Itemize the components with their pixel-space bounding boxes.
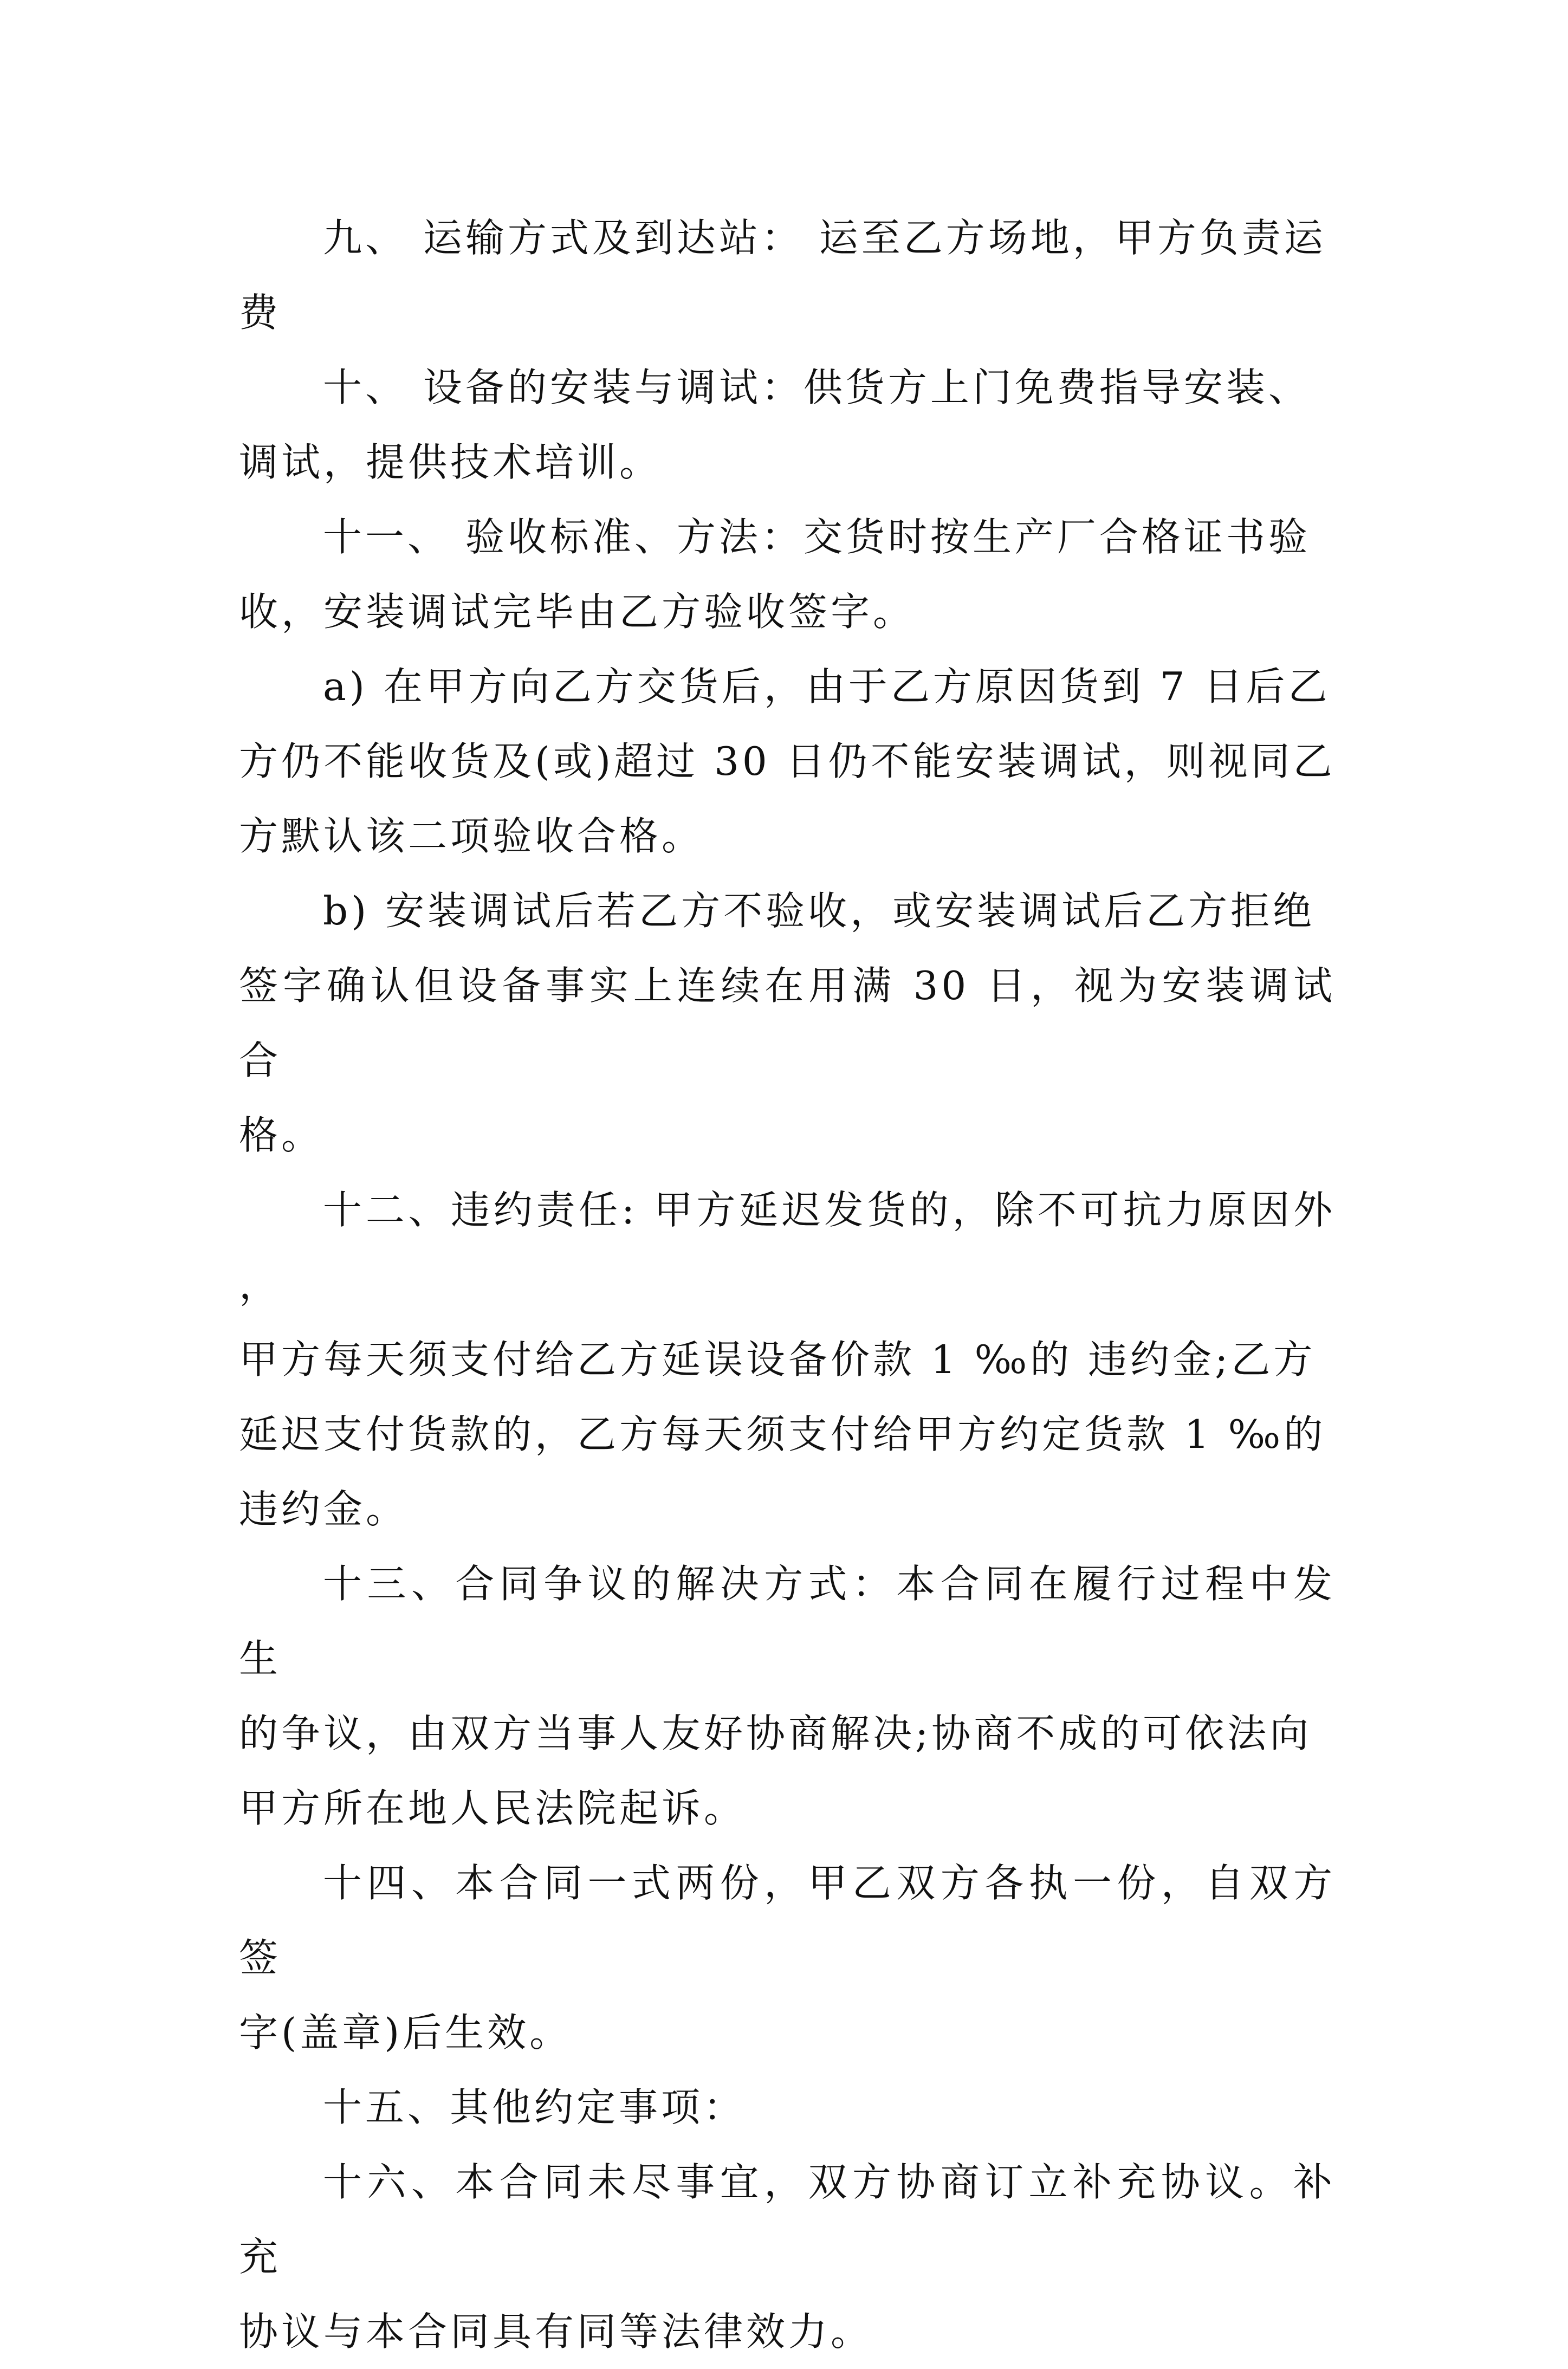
text-line: 违约金。 [239, 1486, 409, 1532]
clause-11-acceptance [239, 500, 1336, 649]
text-line: 延迟支付货款的，乙方每天须支付给甲方约定货款 1 ‰的 [239, 1412, 1326, 1457]
text-line: 十五、其他约定事项： [323, 2085, 746, 2130]
clause-15-other [239, 2070, 1336, 2145]
text-line: 调试，提供技术培训。 [239, 439, 662, 485]
text-line: 的争议，由双方当事人友好协商解决;协商不成的可依法向 [239, 1711, 1312, 1756]
text-line: 十、 设备的安装与调试：供货方上门免费指导安装、 [323, 365, 1311, 410]
clause-16-supplement [239, 2145, 1336, 2369]
text-line: 十一、 验收标准、方法：交货时按生产厂合格证书验 [323, 514, 1311, 560]
text-line: 费 [239, 290, 282, 335]
text-line: 方默认该二项验收合格。 [239, 813, 704, 859]
clause-9-transport [239, 200, 1336, 350]
text-line: 签字确认但设备事实上连续在用满 30 日，视为安装调试合 [239, 963, 1336, 1083]
text-line: 字(盖章)后生效。 [239, 2010, 572, 2055]
text-line: 甲方所在地人民法院起诉。 [239, 1785, 747, 1831]
text-line: 收，安装调试完毕由乙方验收签字。 [239, 589, 916, 635]
clause-12-liability [239, 1173, 1336, 1546]
contract-text-body [239, 200, 1336, 2369]
clause-11-item-a [239, 649, 1336, 873]
text-line: 方仍不能收货及(或)超过 30 日仍不能安装调试，则视同乙 [239, 739, 1336, 784]
clause-14-copies [239, 1846, 1336, 2070]
text-line: b) 安装调试后若乙方不验收，或安装调试后乙方拒绝 [323, 888, 1316, 934]
text-line: 格。 [239, 1112, 324, 1158]
clause-13-dispute [239, 1546, 1336, 1846]
text-line: a) 在甲方向乙方交货后，由于乙方原因货到 7 日后乙 [323, 664, 1331, 709]
text-line: 十四、本合同一式两份，甲乙双方各执一份，自双方签 [239, 1860, 1336, 1980]
text-line: 十三、合同争议的解决方式：本合同在履行过程中发生 [239, 1561, 1336, 1681]
clause-11-item-b [239, 873, 1336, 1173]
clause-10-installation [239, 350, 1336, 500]
text-line: 九、 运输方式及到达站： 运至乙方场地，甲方负责运 [323, 215, 1326, 261]
text-line: 十二、违约责任: 甲方延迟发货的，除不可抗力原因外， [239, 1187, 1336, 1308]
text-line: 十六、本合同未尽事宜，双方协商订立补充协议。补充 [239, 2159, 1336, 2280]
text-line: 甲方每天须支付给乙方延误设备价款 1 ‰的 违约金;乙方 [239, 1337, 1316, 1382]
text-line: 协议与本合同具有同等法律效力。 [239, 2309, 873, 2354]
